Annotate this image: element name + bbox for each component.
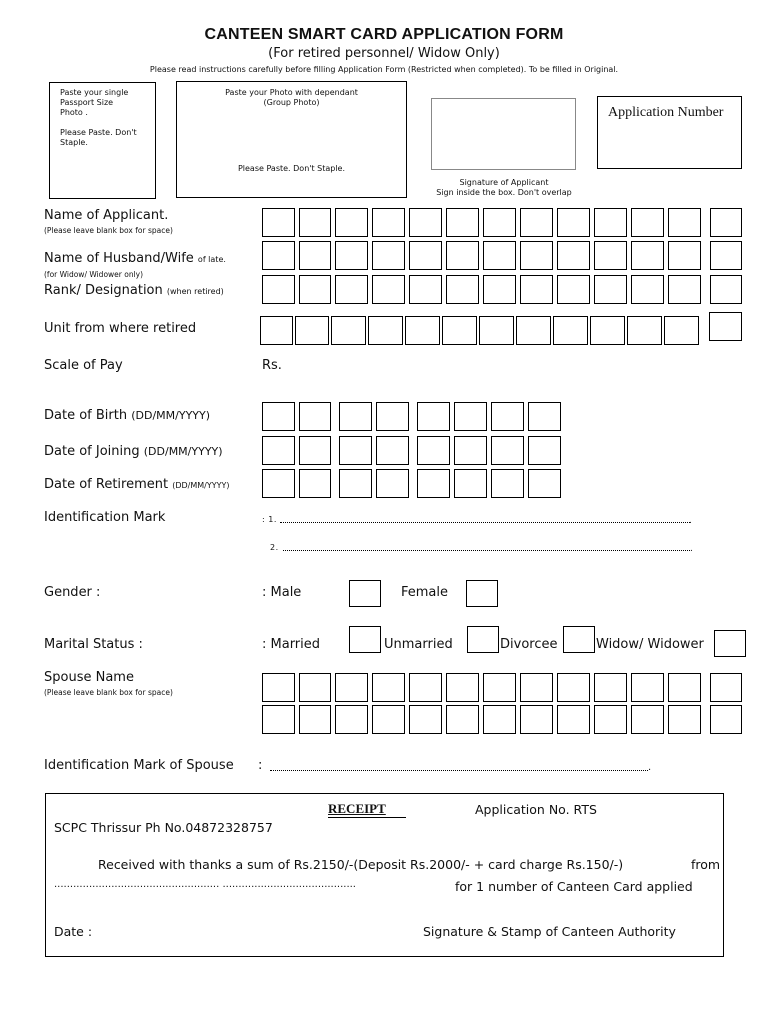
char-cell[interactable] bbox=[516, 316, 551, 345]
char-cell[interactable] bbox=[594, 673, 627, 702]
char-cell[interactable] bbox=[668, 241, 701, 270]
id-mark-1-line[interactable] bbox=[280, 522, 690, 523]
id-mark-label: Identification Mark bbox=[44, 510, 166, 525]
digit-cell[interactable] bbox=[376, 402, 409, 431]
char-cell[interactable] bbox=[335, 208, 368, 237]
group-photo-text-3: Please Paste. Don't Staple. bbox=[237, 164, 346, 173]
char-cell[interactable] bbox=[262, 241, 295, 270]
form-instructions: Please read instructions carefully before filling Application Form (Restricted when completed). To be filled in Original. bbox=[149, 65, 619, 74]
digit-cell[interactable] bbox=[262, 402, 295, 431]
char-cell[interactable] bbox=[710, 705, 742, 734]
dob-label bbox=[44, 408, 210, 423]
dob-format: (DD/MM/YYYY) bbox=[131, 409, 211, 422]
char-cell[interactable] bbox=[594, 705, 627, 734]
char-cell[interactable] bbox=[557, 705, 590, 734]
spouse-id-mark-line[interactable] bbox=[270, 770, 648, 771]
char-cell[interactable] bbox=[710, 208, 742, 237]
char-cell[interactable] bbox=[710, 275, 742, 304]
marital-divorcee-label: Divorcee bbox=[500, 637, 558, 652]
receipt-office: SCPC Thrissur Ph No.04872328757 bbox=[54, 820, 273, 835]
rank-label bbox=[44, 283, 224, 298]
marital-married-label: : Married bbox=[262, 637, 321, 652]
char-cell[interactable] bbox=[631, 241, 664, 270]
signature-label: Signature of Applicant bbox=[459, 178, 549, 187]
char-cell[interactable] bbox=[627, 316, 662, 345]
marital-widow-checkbox[interactable] bbox=[714, 630, 746, 657]
doj-format: (DD/MM/YYYY) bbox=[143, 445, 223, 458]
digit-cell[interactable] bbox=[491, 436, 524, 465]
gender-female-checkbox[interactable] bbox=[466, 580, 498, 607]
receipt-purpose: for 1 number of Canteen Card applied bbox=[455, 879, 693, 894]
char-cell[interactable] bbox=[409, 241, 442, 270]
spouse-name-note: (Please leave blank box for space) bbox=[44, 688, 173, 697]
single-photo-text-1: Paste your single bbox=[60, 88, 129, 97]
char-cell[interactable] bbox=[372, 208, 405, 237]
char-cell[interactable] bbox=[335, 673, 368, 702]
char-cell[interactable] bbox=[335, 275, 368, 304]
digit-cell[interactable] bbox=[339, 402, 372, 431]
char-cell[interactable] bbox=[631, 275, 664, 304]
char-cell[interactable] bbox=[668, 705, 701, 734]
char-cell[interactable] bbox=[594, 275, 627, 304]
single-photo-text-2: Passport Size bbox=[60, 98, 114, 107]
marital-married-checkbox[interactable] bbox=[349, 626, 381, 653]
id-mark-1-prefix: : 1. bbox=[262, 515, 277, 524]
group-photo-text-2: (Group Photo) bbox=[263, 98, 320, 107]
doj-label bbox=[44, 444, 223, 459]
id-mark-2-end: . bbox=[690, 544, 693, 554]
receipt-box bbox=[45, 793, 724, 957]
receipt-dots: .................................................... .......................................... bbox=[54, 879, 356, 890]
char-cell[interactable] bbox=[520, 275, 553, 304]
dor-format: (DD/MM/YYYY) bbox=[172, 481, 230, 490]
dob-cells[interactable] bbox=[262, 402, 561, 431]
scale-of-pay-label: Scale of Pay bbox=[44, 358, 123, 373]
id-mark-2-prefix: 2. bbox=[270, 543, 279, 552]
char-cell[interactable] bbox=[590, 316, 625, 345]
signature-box[interactable] bbox=[431, 98, 576, 170]
char-cell[interactable] bbox=[262, 705, 295, 734]
digit-cell[interactable] bbox=[262, 469, 295, 498]
marital-status-label: Marital Status : bbox=[44, 637, 143, 652]
char-cell[interactable] bbox=[520, 705, 553, 734]
single-photo-box[interactable] bbox=[49, 82, 156, 199]
char-cell[interactable] bbox=[446, 208, 479, 237]
gender-male-label: : Male bbox=[262, 585, 302, 600]
char-cell[interactable] bbox=[483, 705, 516, 734]
char-cell[interactable] bbox=[710, 673, 742, 702]
digit-cell[interactable] bbox=[491, 402, 524, 431]
char-cell[interactable] bbox=[520, 208, 553, 237]
digit-cell[interactable] bbox=[417, 469, 450, 498]
id-mark-1-end: . bbox=[689, 516, 692, 526]
char-cell[interactable] bbox=[483, 673, 516, 702]
char-cell[interactable] bbox=[553, 316, 588, 345]
spouse-id-mark-colon: : bbox=[258, 758, 263, 773]
signature-instruction: Sign inside the box. Don't overlap bbox=[436, 188, 572, 197]
char-cell[interactable] bbox=[668, 673, 701, 702]
char-cell[interactable] bbox=[520, 241, 553, 270]
name-spouse-late-note: (for Widow/ Widower only) bbox=[44, 270, 144, 279]
unit-cells[interactable] bbox=[260, 316, 699, 345]
char-cell[interactable] bbox=[335, 241, 368, 270]
char-cell[interactable] bbox=[299, 208, 331, 237]
dor-label bbox=[44, 477, 230, 492]
char-cell[interactable] bbox=[299, 241, 331, 270]
char-cell[interactable] bbox=[594, 241, 627, 270]
char-cell[interactable] bbox=[446, 673, 479, 702]
digit-cell[interactable] bbox=[376, 469, 409, 498]
char-cell[interactable] bbox=[483, 275, 516, 304]
gender-male-checkbox[interactable] bbox=[349, 580, 381, 607]
unit-extra-cell[interactable] bbox=[709, 312, 742, 341]
char-cell[interactable] bbox=[557, 275, 590, 304]
digit-cell[interactable] bbox=[339, 469, 372, 498]
form-title: CANTEEN SMART CARD APPLICATION FORM bbox=[204, 26, 564, 43]
char-cell[interactable] bbox=[664, 316, 699, 345]
doj-cells[interactable] bbox=[262, 436, 561, 465]
spouse-id-mark-label: Identification Mark of Spouse bbox=[44, 758, 234, 773]
digit-cell[interactable] bbox=[454, 469, 487, 498]
receipt-from: from bbox=[691, 857, 721, 872]
char-cell[interactable] bbox=[295, 316, 329, 345]
receipt-heading-underline bbox=[328, 817, 406, 818]
dor-cells[interactable] bbox=[262, 469, 561, 498]
unit-label: Unit from where retired bbox=[44, 321, 197, 336]
receipt-date: Date : bbox=[54, 924, 93, 939]
char-cell[interactable] bbox=[520, 673, 553, 702]
char-cell[interactable] bbox=[331, 316, 366, 345]
char-cell[interactable] bbox=[668, 275, 701, 304]
receipt-app-no: Application No. RTS bbox=[475, 802, 597, 817]
digit-cell[interactable] bbox=[528, 402, 561, 431]
scale-currency: Rs. bbox=[262, 358, 282, 373]
char-cell[interactable] bbox=[372, 275, 405, 304]
char-cell[interactable] bbox=[557, 673, 590, 702]
char-cell[interactable] bbox=[483, 241, 516, 270]
char-cell[interactable] bbox=[710, 241, 742, 270]
digit-cell[interactable] bbox=[299, 402, 331, 431]
receipt-signature: Signature & Stamp of Canteen Authority bbox=[423, 924, 676, 939]
char-cell[interactable] bbox=[409, 673, 442, 702]
group-photo-text-1: Paste your Photo with dependant bbox=[225, 88, 358, 97]
char-cell[interactable] bbox=[631, 673, 664, 702]
char-cell[interactable] bbox=[631, 705, 664, 734]
single-photo-text-3: Photo . bbox=[60, 108, 88, 117]
char-cell[interactable] bbox=[368, 316, 403, 345]
char-cell[interactable] bbox=[405, 316, 440, 345]
doj-text: Date of Joining bbox=[44, 444, 140, 459]
char-cell[interactable] bbox=[409, 208, 442, 237]
spouse-name-cells-row2[interactable] bbox=[262, 705, 742, 734]
char-cell[interactable] bbox=[372, 241, 405, 270]
digit-cell[interactable] bbox=[299, 469, 331, 498]
char-cell[interactable] bbox=[557, 241, 590, 270]
digit-cell[interactable] bbox=[299, 436, 331, 465]
name-applicant-note: (Please leave blank box for space) bbox=[44, 226, 173, 235]
name-spouse-late-text: Name of Husband/Wife bbox=[44, 251, 194, 266]
char-cell[interactable] bbox=[668, 208, 701, 237]
name-spouse-late-cells[interactable] bbox=[262, 241, 742, 270]
char-cell[interactable] bbox=[409, 705, 442, 734]
digit-cell[interactable] bbox=[528, 469, 561, 498]
marital-unmarried-label: Unmarried bbox=[384, 637, 453, 652]
char-cell[interactable] bbox=[594, 208, 627, 237]
single-photo-text-4: Please Paste. Don't bbox=[60, 128, 137, 137]
char-cell[interactable] bbox=[479, 316, 514, 345]
id-mark-2-line[interactable] bbox=[283, 550, 690, 551]
char-cell[interactable] bbox=[446, 241, 479, 270]
char-cell[interactable] bbox=[483, 208, 516, 237]
spouse-id-mark-end: . bbox=[648, 762, 652, 773]
digit-cell[interactable] bbox=[454, 402, 487, 431]
char-cell[interactable] bbox=[260, 316, 293, 345]
char-cell[interactable] bbox=[409, 275, 442, 304]
char-cell[interactable] bbox=[442, 316, 477, 345]
char-cell[interactable] bbox=[262, 275, 295, 304]
char-cell[interactable] bbox=[262, 673, 295, 702]
char-cell[interactable] bbox=[446, 275, 479, 304]
rank-suffix: (when retired) bbox=[166, 287, 224, 296]
digit-cell[interactable] bbox=[491, 469, 524, 498]
char-cell[interactable] bbox=[335, 705, 368, 734]
digit-cell[interactable] bbox=[528, 436, 561, 465]
digit-cell[interactable] bbox=[454, 436, 487, 465]
group-photo-box[interactable] bbox=[176, 81, 407, 198]
spouse-name-cells-row1[interactable] bbox=[262, 673, 742, 702]
form-subtitle: (For retired personnel/ Widow Only) bbox=[268, 46, 500, 61]
dob-text: Date of Birth bbox=[44, 408, 128, 423]
char-cell[interactable] bbox=[557, 208, 590, 237]
char-cell[interactable] bbox=[372, 673, 405, 702]
char-cell[interactable] bbox=[446, 705, 479, 734]
char-cell[interactable] bbox=[631, 208, 664, 237]
marital-unmarried-checkbox[interactable] bbox=[467, 626, 499, 653]
marital-divorcee-checkbox[interactable] bbox=[563, 626, 595, 653]
char-cell[interactable] bbox=[299, 705, 331, 734]
digit-cell[interactable] bbox=[376, 436, 409, 465]
digit-cell[interactable] bbox=[417, 436, 450, 465]
application-number-label: Application Number bbox=[608, 105, 724, 120]
name-applicant-cells[interactable] bbox=[262, 208, 742, 237]
rank-cells[interactable] bbox=[262, 275, 742, 304]
char-cell[interactable] bbox=[299, 275, 331, 304]
gender-female-label: Female bbox=[401, 585, 449, 600]
marital-widow-label: Widow/ Widower bbox=[596, 637, 704, 652]
digit-cell[interactable] bbox=[262, 436, 295, 465]
application-number-box[interactable] bbox=[597, 96, 742, 169]
digit-cell[interactable] bbox=[339, 436, 372, 465]
name-spouse-late-label bbox=[44, 251, 226, 266]
digit-cell[interactable] bbox=[417, 402, 450, 431]
receipt-received-line: Received with thanks a sum of Rs.2150/-(Deposit Rs.2000/- + card charge Rs.150/-) bbox=[98, 857, 624, 872]
single-photo-text-5: Staple. bbox=[60, 138, 88, 147]
char-cell[interactable] bbox=[299, 673, 331, 702]
char-cell[interactable] bbox=[262, 208, 295, 237]
gender-label: Gender : bbox=[44, 585, 101, 600]
rank-text: Rank/ Designation bbox=[44, 283, 163, 298]
dor-text: Date of Retirement bbox=[44, 477, 169, 492]
name-spouse-late-suffix: of late. bbox=[197, 255, 226, 264]
receipt-heading: RECEIPT bbox=[328, 801, 386, 816]
name-applicant-label: Name of Applicant. bbox=[44, 208, 169, 223]
spouse-name-label: Spouse Name bbox=[44, 670, 134, 685]
char-cell[interactable] bbox=[372, 705, 405, 734]
